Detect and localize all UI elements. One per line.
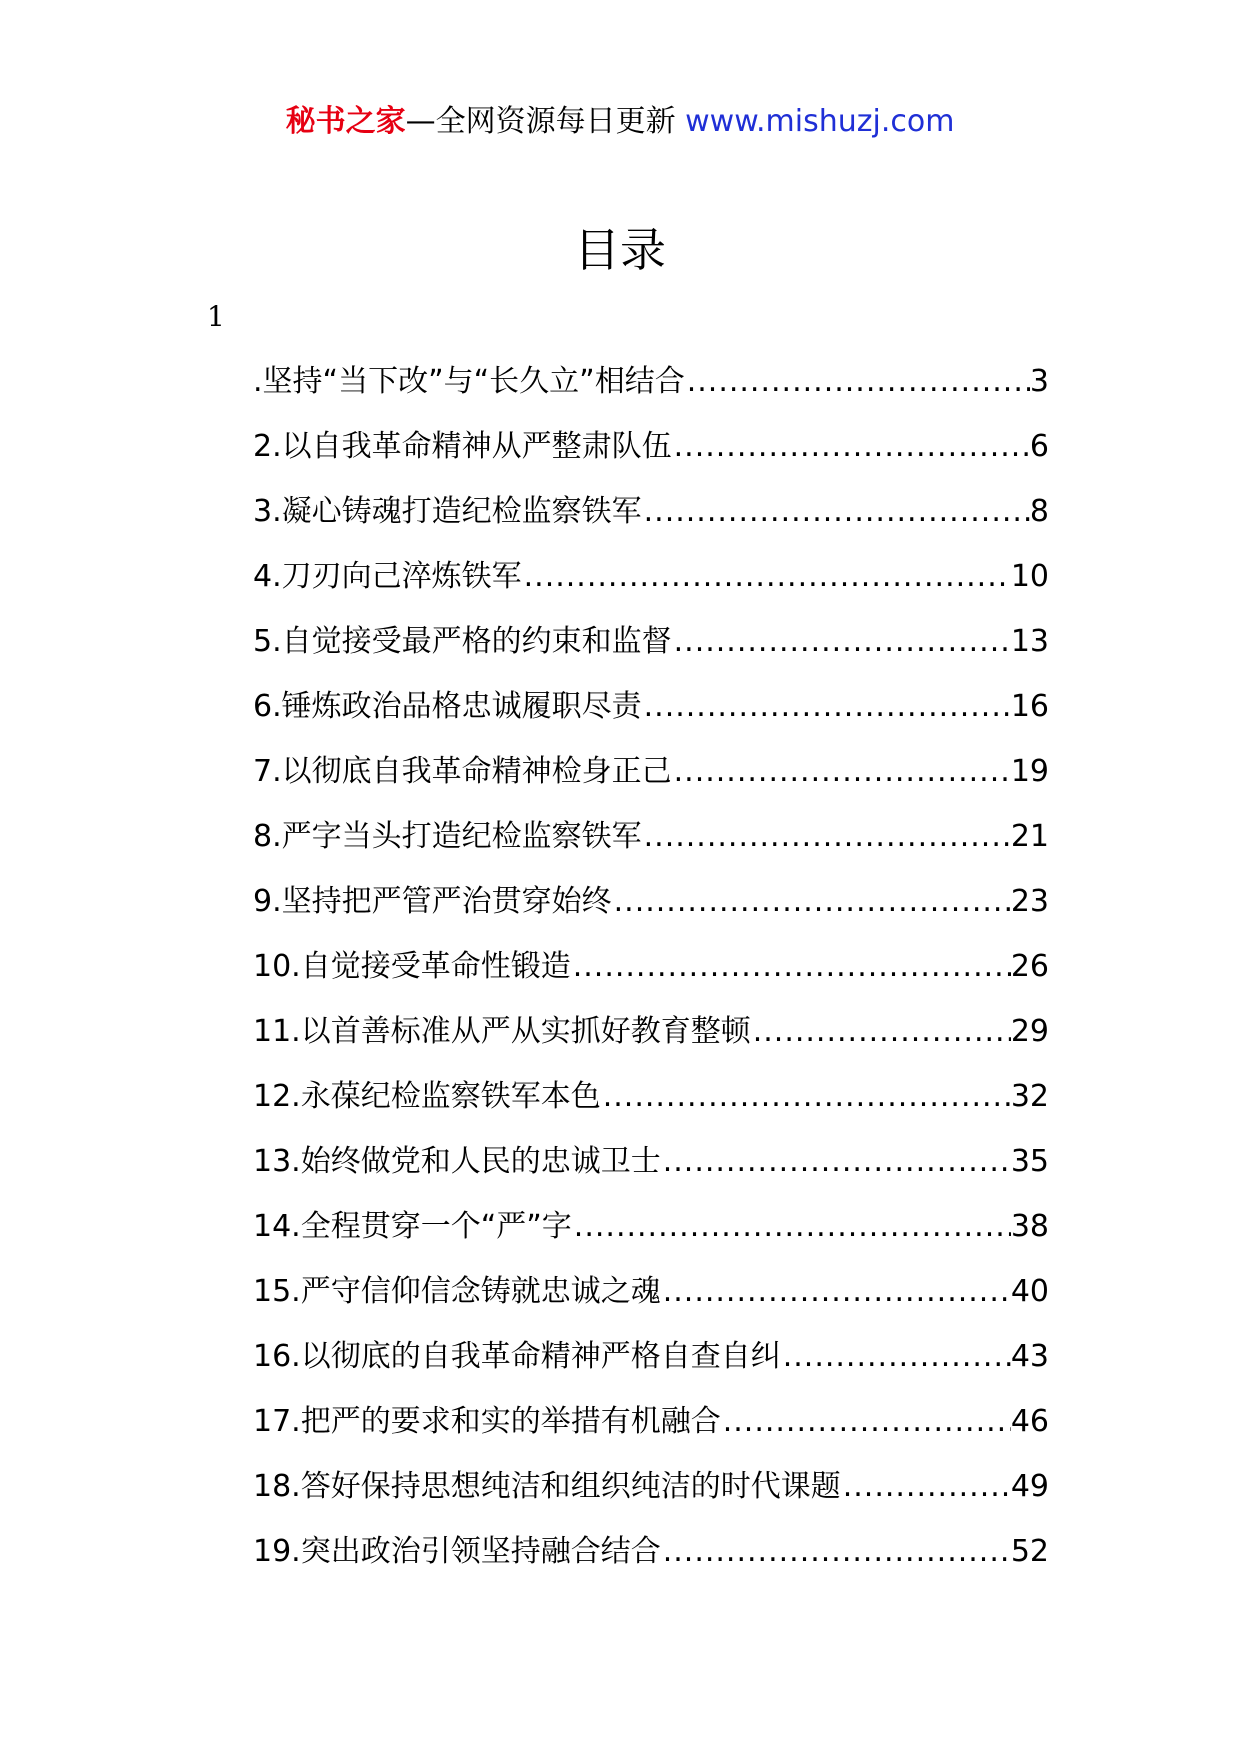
toc-entry-label: 5.自觉接受最严格的约束和监督 — [253, 624, 672, 659]
toc-entry-page-number: 23 — [1010, 884, 1049, 919]
toc-entry[interactable] — [253, 360, 1049, 425]
toc-entry-page-number: 10 — [1010, 559, 1049, 594]
toc-dot-leader — [672, 620, 1011, 664]
toc-entry[interactable] — [253, 1075, 1049, 1140]
toc-entry[interactable] — [253, 1205, 1049, 1270]
toc-entry-page-number: 8 — [1029, 494, 1049, 529]
toc-dot-leader — [612, 880, 1011, 924]
toc-entry[interactable] — [253, 1270, 1049, 1335]
toc-dot-leader — [571, 945, 1011, 989]
toc-dot-leader — [672, 425, 1030, 469]
toc-entry[interactable] — [253, 425, 1049, 490]
toc-entry-label: 16.以彻底的自我革命精神严格自查自纠 — [253, 1339, 781, 1374]
toc-entry-label: 2.以自我革命精神从严整肃队伍 — [253, 429, 672, 464]
toc-entry[interactable] — [253, 815, 1049, 880]
toc-entry-page-number: 21 — [1010, 819, 1049, 854]
toc-entry[interactable] — [253, 685, 1049, 750]
toc-entry[interactable] — [253, 1010, 1049, 1075]
toc-entry[interactable] — [253, 1465, 1049, 1530]
toc-entry-page-number: 19 — [1010, 754, 1049, 789]
toc-dot-leader — [522, 555, 1011, 599]
toc-entry-page-number: 49 — [1010, 1469, 1049, 1504]
toc-entry-label: 7.以彻底自我革命精神检身正己 — [253, 754, 672, 789]
toc-dot-leader — [672, 750, 1011, 794]
page-marker: 1 — [207, 300, 225, 333]
toc-dot-leader — [841, 1465, 1011, 1509]
toc-entry[interactable] — [253, 880, 1049, 945]
table-of-contents — [253, 360, 1049, 1595]
toc-entry-label: 6.锤炼政治品格忠诚履职尽责 — [253, 689, 642, 724]
page-header — [0, 100, 1240, 144]
toc-entry-label: 11.以首善标准从严从实抓好教育整顿 — [253, 1014, 751, 1049]
toc-dot-leader — [601, 1075, 1011, 1119]
toc-entry-label: 15.严守信仰信念铸就忠诚之魂 — [253, 1274, 661, 1309]
brand-name: 秘书之家 — [285, 104, 406, 139]
toc-entry-page-number: 26 — [1010, 949, 1049, 984]
toc-dot-leader — [721, 1400, 1011, 1444]
toc-entry[interactable] — [253, 620, 1049, 685]
toc-entry-page-number: 46 — [1010, 1404, 1049, 1439]
toc-dot-leader — [781, 1335, 1011, 1379]
toc-dot-leader — [685, 360, 1030, 404]
toc-entry[interactable] — [253, 1335, 1049, 1400]
toc-entry-page-number: 32 — [1010, 1079, 1049, 1114]
toc-entry[interactable] — [253, 1140, 1049, 1205]
toc-entry-label: 13.始终做党和人民的忠诚卫士 — [253, 1144, 661, 1179]
toc-entry-page-number: 35 — [1010, 1144, 1049, 1179]
toc-entry-label: 12.永葆纪检监察铁军本色 — [253, 1079, 601, 1114]
toc-entry-label: 17.把严的要求和实的举措有机融合 — [253, 1404, 721, 1439]
toc-dot-leader — [751, 1010, 1011, 1054]
site-url-link[interactable]: www.mishuzj.com — [685, 104, 955, 139]
toc-entry[interactable] — [253, 1400, 1049, 1465]
toc-entry[interactable] — [253, 1530, 1049, 1595]
toc-entry-page-number: 6 — [1029, 429, 1049, 464]
toc-entry-label: 8.严字当头打造纪检监察铁军 — [253, 819, 642, 854]
toc-entry-page-number: 43 — [1010, 1339, 1049, 1374]
toc-entry-page-number: 16 — [1010, 689, 1049, 724]
toc-entry-label: 9.坚持把严管严治贯穿始终 — [253, 884, 612, 919]
toc-entry-label: 14.全程贯穿一个“严”字 — [253, 1209, 572, 1244]
toc-entry-page-number: 29 — [1010, 1014, 1049, 1049]
toc-entry-page-number: 40 — [1010, 1274, 1049, 1309]
toc-dot-leader — [661, 1140, 1011, 1184]
page-title: 目录 — [574, 223, 666, 277]
toc-dot-leader — [642, 815, 1011, 859]
toc-entry-label: 18.答好保持思想纯洁和组织纯洁的时代课题 — [253, 1469, 841, 1504]
toc-dot-leader — [642, 685, 1011, 729]
toc-entry-label: 3.凝心铸魂打造纪检监察铁军 — [253, 494, 642, 529]
toc-entry-page-number: 38 — [1010, 1209, 1049, 1244]
toc-dot-leader — [642, 490, 1030, 534]
toc-entry[interactable] — [253, 490, 1049, 555]
toc-dot-leader — [661, 1530, 1011, 1574]
toc-entry-page-number: 13 — [1010, 624, 1049, 659]
toc-dot-leader — [572, 1205, 1011, 1249]
toc-dot-leader — [661, 1270, 1011, 1314]
toc-entry-label: .坚持“当下改”与“长久立”相结合 — [253, 364, 685, 399]
toc-entry[interactable] — [253, 555, 1049, 620]
toc-entry-label: 10.自觉接受革命性锻造 — [253, 949, 571, 984]
header-slogan: —全网资源每日更新 — [405, 104, 686, 139]
toc-entry-page-number: 52 — [1010, 1534, 1049, 1569]
toc-entry-label: 4.刀刃向己淬炼铁军 — [253, 559, 522, 594]
toc-entry[interactable] — [253, 750, 1049, 815]
toc-entry[interactable] — [253, 945, 1049, 1010]
toc-entry-label: 19.突出政治引领坚持融合结合 — [253, 1534, 661, 1569]
toc-entry-page-number: 3 — [1029, 364, 1049, 399]
